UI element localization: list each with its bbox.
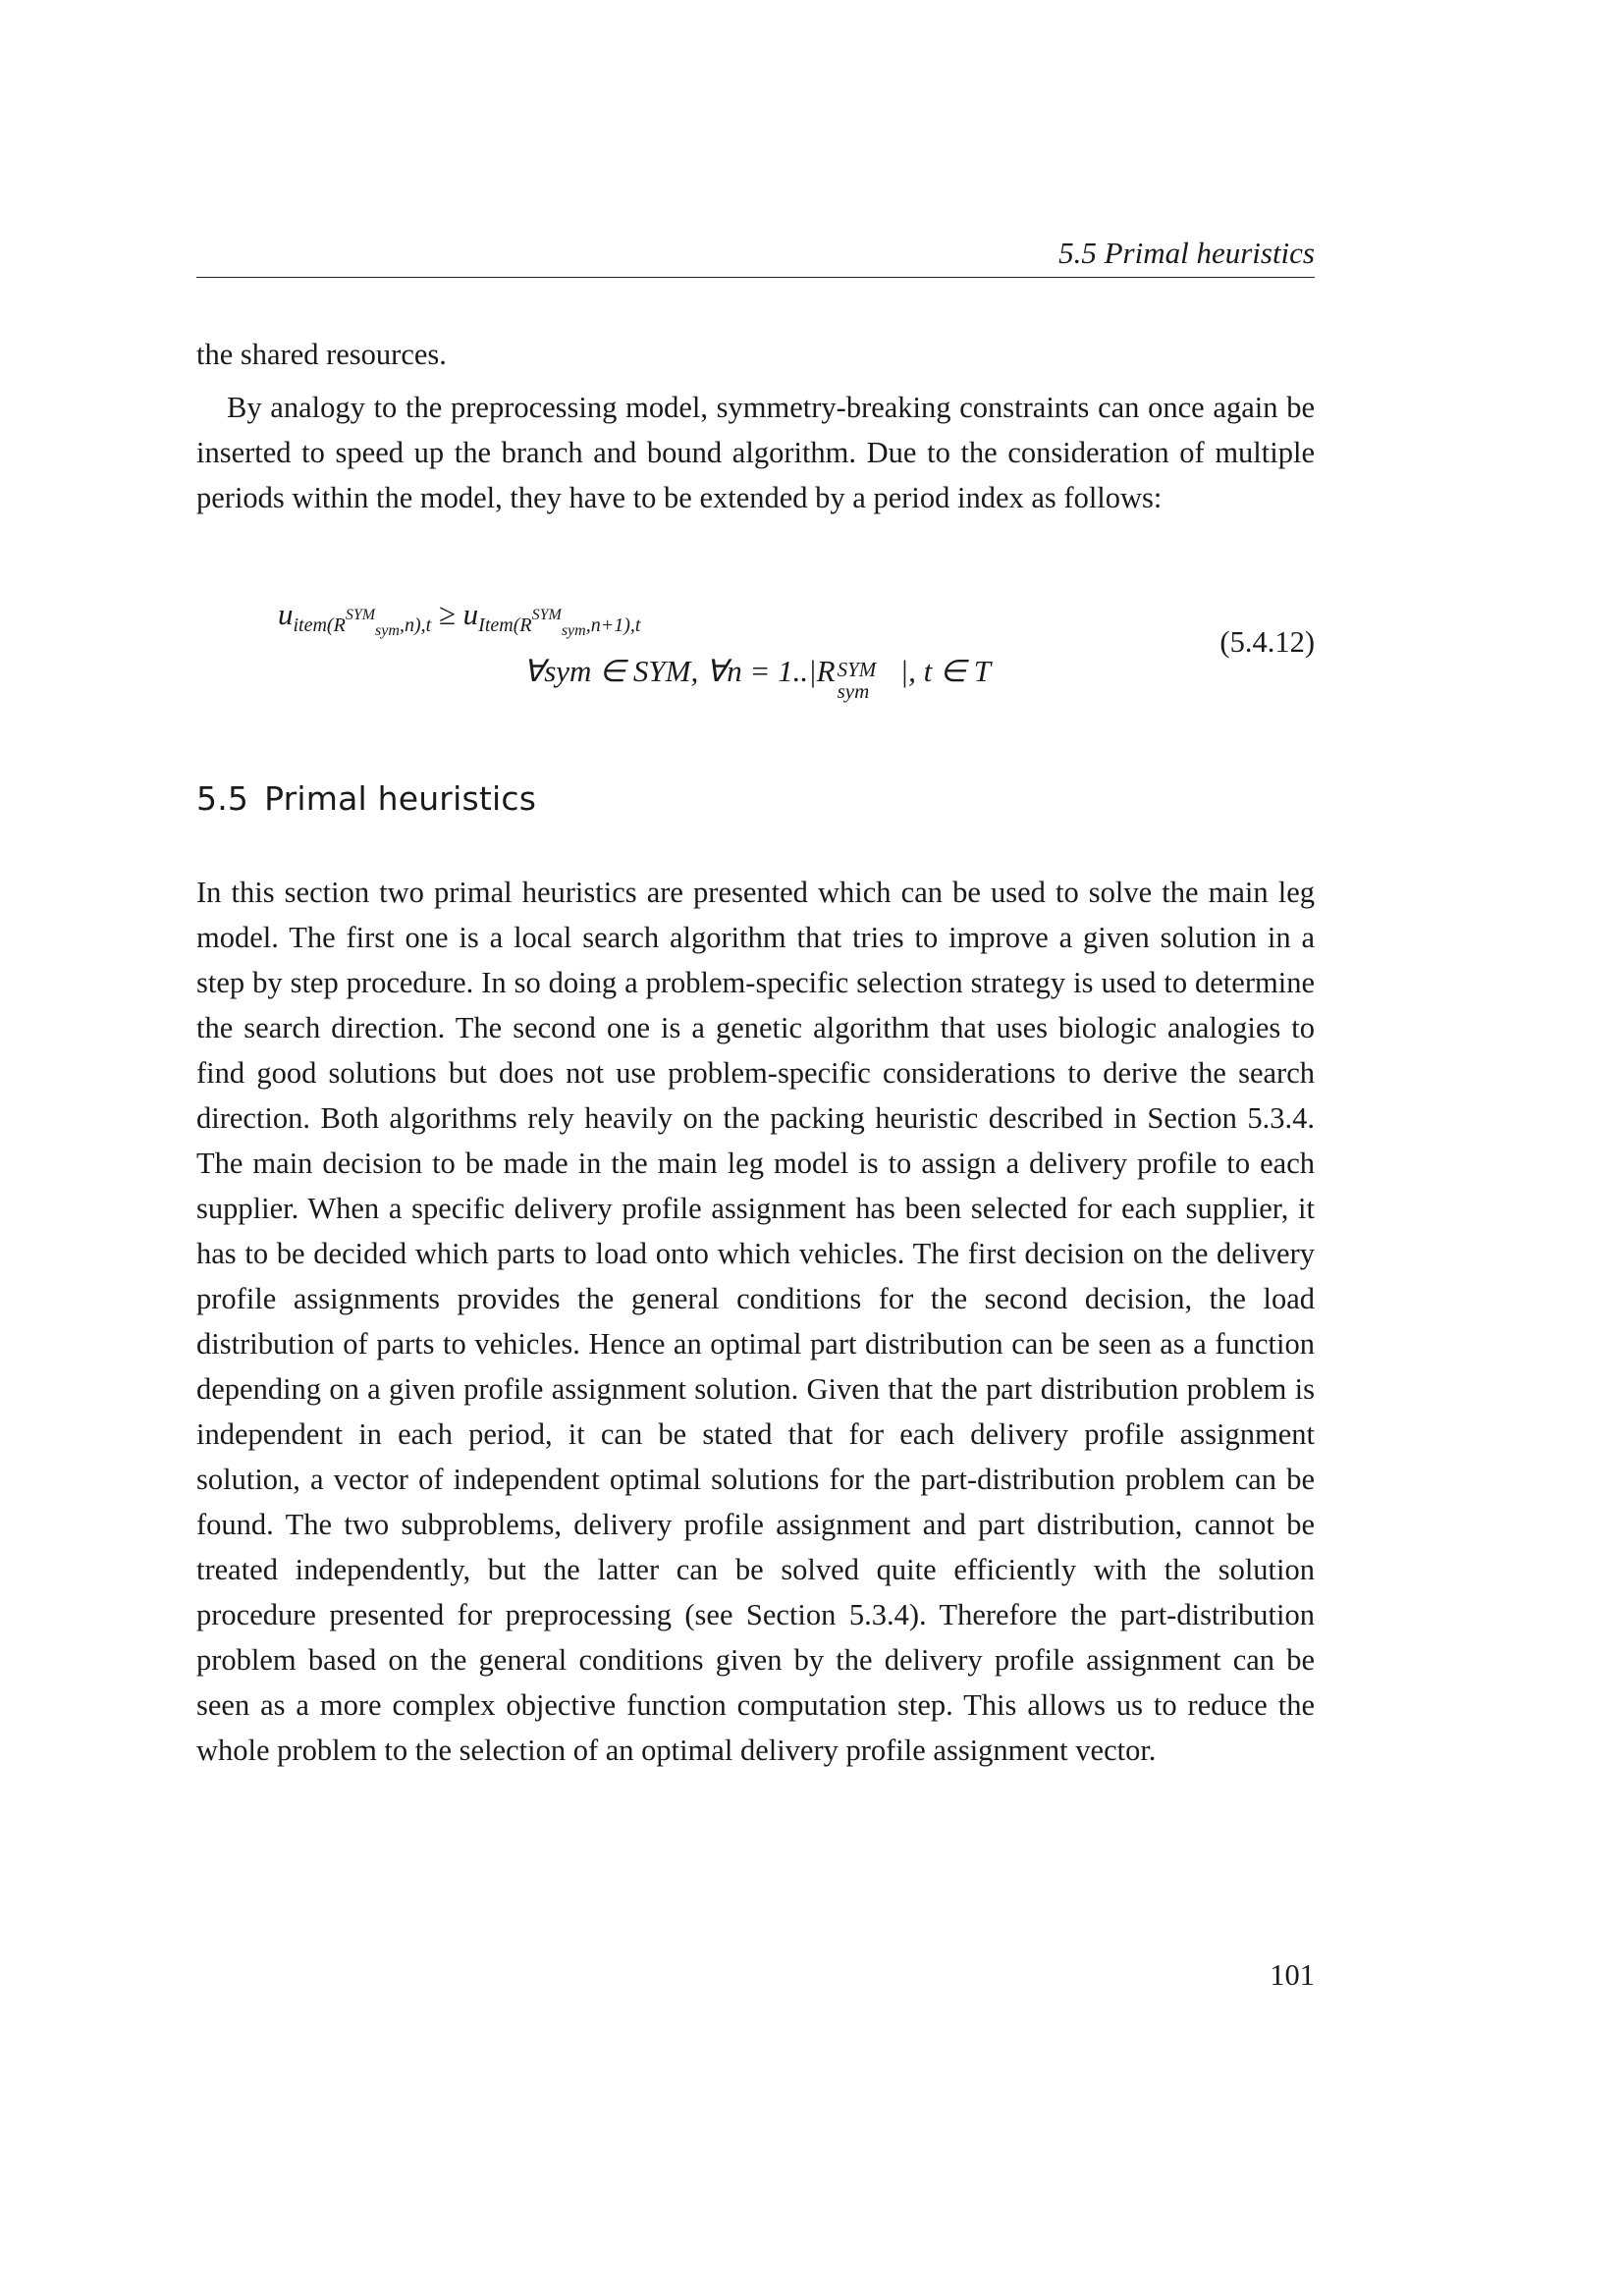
section-number: 5.5 <box>196 779 249 818</box>
eq-cond-supsub <box>836 652 900 703</box>
eq-cond-sub: sym <box>837 679 870 703</box>
eq-cond-part1: ∀sym ∈ SYM, ∀n = 1..|R <box>523 654 836 688</box>
equation-condition <box>523 652 991 703</box>
eq-rhs-sub-a: Item(R <box>478 614 532 636</box>
eq-lhs-sub-sup: SYM <box>345 607 376 623</box>
equation-inequality <box>278 595 640 640</box>
eq-rhs-variable: u <box>462 597 479 631</box>
eq-cond-part2: |, t ∈ T <box>899 654 991 688</box>
section-title: Primal heuristics <box>264 779 537 818</box>
eq-cond-sup: SYM <box>837 658 877 681</box>
eq-lhs-sub-a: item(R <box>293 614 346 636</box>
eq-lhs-variable: u <box>278 597 294 631</box>
eq-lhs-sub-sub: sym <box>375 622 400 639</box>
running-header: 5.5 Primal heuristics <box>1058 236 1315 270</box>
eq-lhs-sub-b: ,n),t <box>399 614 432 636</box>
eq-lhs-subscript <box>293 607 432 639</box>
equation-number: (5.4.12) <box>1219 625 1315 659</box>
section-heading <box>196 777 536 821</box>
paragraph-primal-heuristics: In this section two primal heuristics are presented which can be used to solve the main leg model. The first one is a local search algorithm that tries to improve a given solution in a step by step procedure. In so doing a problem-specific selection strategy is used to determine the search direction. The second one is a genetic algorithm that uses biologic analogies to find good solutions but does not use problem-specific considerations to derive the search direction. Both algorithms rely heavily on the packing heuristic described in Section 5.3.4. The main decision to be made in the main leg model is to assign a delivery profile to each supplier. When a specific delivery profile assignment has been selected for each supplier, it has to be decided which parts to load onto which vehicles. The first decision on the delivery profile assignments provides the general conditions for the second decision, the load distribution of parts to vehicles. Hence an optimal part distribution can be seen as a function depending on a given profile assignment solution. Given that the part distribution problem is independent in each period, it can be stated that for each delivery profile assignment solution, a vector of independent optimal solutions for the part-distribution problem can be found. The two subproblems, delivery profile assignment and part distribution, cannot be treated independently, but the latter can be solved quite efficiently with the solution procedure presented for preprocessing (see Section 5.3.4). Therefore the part-distribution problem based on the general conditions given by the delivery profile assignment can be seen as a more complex objective function computation step. This allows us to reduce the whole problem to the selection of an optimal delivery profile assignment vector. <box>196 876 1315 1767</box>
header-rule <box>196 277 1315 278</box>
eq-rhs-subscript <box>478 607 641 639</box>
page-number: 101 <box>1270 1958 1315 1992</box>
eq-rhs-sub-b: ,n+1),t <box>585 614 641 636</box>
eq-rhs-sub-sup: SYM <box>531 607 562 623</box>
eq-rhs-sub-sub: sym <box>561 622 586 639</box>
paragraph-continuation: the shared resources. <box>196 338 447 371</box>
eq-relation: ≥ <box>431 597 463 631</box>
paragraph-symmetry-breaking: By analogy to the preprocessing model, symmetry-breaking constraints can once again be inserted to speed up the branch and bound algorithm. Due to the consideration of multiple periods within the model, they have to be extended by a period index as follows: <box>196 391 1315 514</box>
